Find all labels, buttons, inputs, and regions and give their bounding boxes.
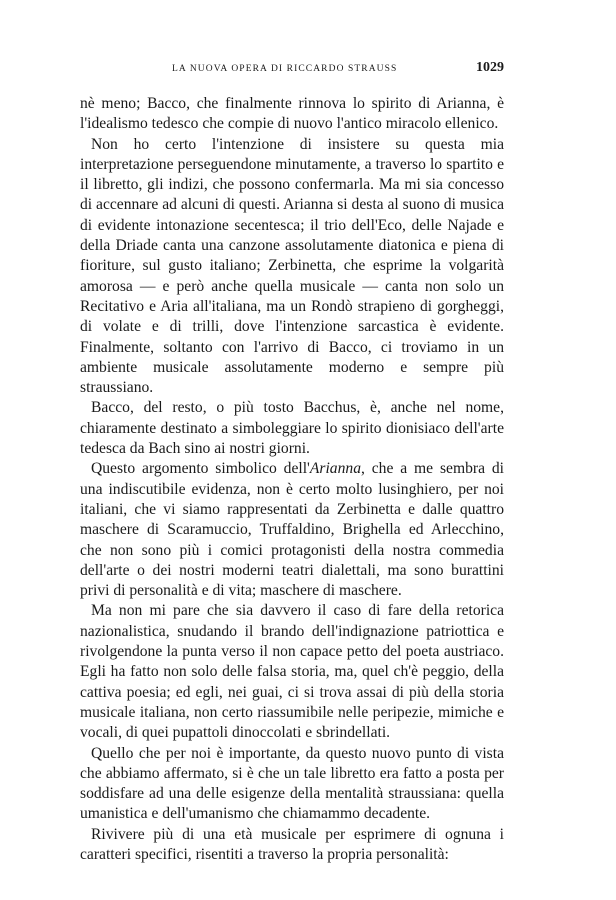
paragraph-4-end: , che a me sembra di una indiscutibile evidenza, non è certo molto lusinghiero, per noi italiani, che vi siamo rappresentati da Zerbinetta e dalle quattro maschere di Scaramuccio, Truffaldino, Brighella ed Arlecchino, che non sono più i comici protagonisti della nostra commedia dell'arte o dei nostri moderni teatri dialettali, ma sono burattini privi di personalità e di vita; maschere di maschere. bbox=[80, 460, 504, 600]
running-title: LA NUOVA OPERA DI RICCARDO STRAUSS bbox=[172, 64, 398, 74]
paragraph-1: nè meno; Bacco, che finalmente rinnova lo spirito di Arianna, è l'idealismo tedesco che compie di nuovo l'antico miracolo ellenico. bbox=[80, 95, 504, 133]
page-header bbox=[80, 60, 504, 80]
paragraph-2: Non ho certo l'intenzione di insistere su questa mia interpretazione perseguendone minutamente, a traverso lo spartito e il libretto, gli indizi, che possono confermarla. Ma mi sia concesso di accennare ad alcuni di questi. Arianna si desta al suono di musica di evidente intonazione secentesca; il trio dell'Eco, delle Najade e della Driade canta una canzone assolutamente diatonica e piena di fioriture, sul gusto italiano; Zerbinetta, che esprime la volgarità amorosa — e però anche quella musicale — canta non solo un Recitativo e Aria all'italiana, ma un Rondò strapieno di gorgheggi, di volate e di trilli, dove l'intenzione sarcastica è evidente. Finalmente, soltanto con l'arrivo di Bacco, ci troviamo in un ambiente musicale assolutamente moderno e sempre più straussiano. bbox=[80, 135, 504, 397]
paragraph-4-start: Questo argomento simbolico dell' bbox=[91, 460, 310, 478]
paragraph-3: Bacco, del resto, o più tosto Bacchus, è, anche nel nome, chiaramente destinato a simboleggiare lo spirito dionisiaco dell'arte tedesca da Bach sino ai nostri giorni. bbox=[80, 399, 504, 458]
paragraph-4 bbox=[80, 459, 504, 601]
paragraph-5: Ma non mi pare che sia davvero il caso di fare della retorica nazionalistica, snudando il brando dell'indignazione patriottica e rivolgendone la punta verso il non capace petto del poeta austriaco. Egli ha fatto non solo delle falsa storia, ma, quel ch'è peggio, della cattiva poesia; ed egli, nei guai, ci si trova assai di più della storia musicale italiana, non certo riassumibile nelle peripezie, mimiche e vocali, di quei pupattoli dinoccolati e sbrindellati. bbox=[80, 602, 504, 742]
opera-title-italic: Arianna bbox=[309, 460, 361, 478]
paragraph-7: Rivivere più di una età musicale per esprimere di ognuna i caratteri specifici, risentiti a traverso la propria personalità: bbox=[80, 825, 504, 863]
page-number: 1029 bbox=[476, 60, 504, 75]
body-text bbox=[80, 94, 504, 865]
paragraph-6: Quello che per noi è importante, da questo nuovo punto di vista che abbiamo affermato, si è che un tale libretto era fatto a posta per soddisfare ad una delle esigenze della mentalità straussiana: quella umanistica e dell'umanismo che chiamammo decadente. bbox=[80, 744, 504, 823]
